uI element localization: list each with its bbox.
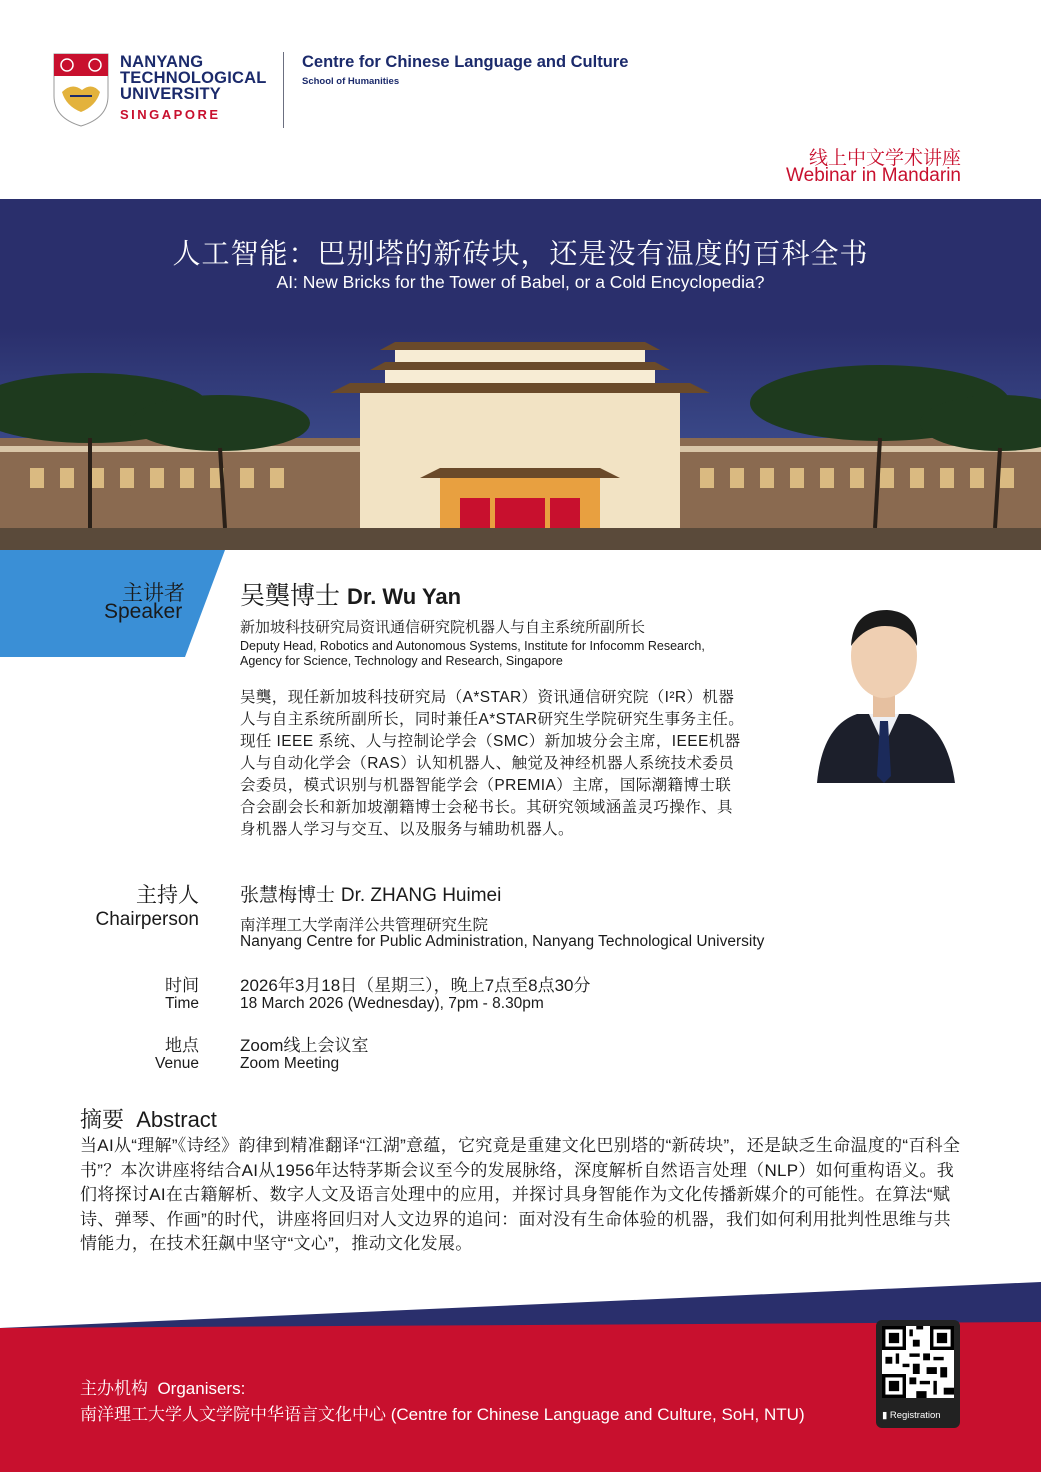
speaker-title-en-line1: Deputy Head, Robotics and Autonomous Systems, Institute for Infocomm Research,	[240, 639, 705, 653]
speaker-bio: 吴龑，现任新加坡科技研究局（A*STAR）资讯通信研究院（I²R）机器人与自主系统所副所长，同时兼任A*STAR研究生学院研究生事务主任。现任 IEEE 系统、人与控制论学会（SMC）新加坡分会主席，IEEE机器人与自动化学会（RAS）认知机器人、触觉及神经机器人系统技术委员会委员，模式识别与机器智能学会（PREMIA）主席，国际潮籍博士联合会副会长和新加坡潮籍博士会秘书长。其研究领域涵盖灵巧操作、具身机器人学习与交互、以及服务与辅助机器人。	[240, 689, 745, 838]
webinar-label-cn: 线上中文学术讲座	[808, 148, 961, 169]
header-divider	[283, 52, 284, 128]
venue-label-cn: 地点	[165, 1036, 199, 1055]
organisers-value: 南洋理工大学人文学院中华语言文化中心 (Centre for Chinese Language and Culture, SoH, NTU)	[80, 1405, 805, 1424]
abstract-body: 当AI从“理解”《诗经》韵律到精准翻译“江湖”意蕴，它究竟是重建文化巴别塔的“新砖块”，还是缺乏生命温度的“百科全书”？本次讲座将结合AI从1956年达特茅斯会议至今的发展脉络，深度解析自然语言处理（NLP）如何重构语义。我们将探讨AI在古籍解析、数字人文及语言处理中的应用，并探讨具身智能作为文化传播新媒介的可能性。在算法“赋诗、弹琴、作画”的时代，讲座将回归对人文边界的追问：面对没有生命体验的机器，我们如何利用批判性思维与共情能力，在技术狂飙中坚守“文心”，推动文化发展。	[80, 1136, 961, 1253]
time-value-cn: 2026年3月18日（星期三），晚上7点至8点30分	[240, 976, 591, 995]
speaker-label-en: Speaker	[104, 600, 183, 623]
speaker-name-cn: 吴龑博士	[240, 582, 341, 610]
speaker-portrait	[807, 586, 960, 783]
speaker-title-cn: 新加坡科技研究局资讯通信研究院机器人与自主系统所副所长	[240, 619, 646, 636]
university-name-line2: TECHNOLOGICAL	[120, 69, 267, 87]
school-name: School of Humanities	[302, 76, 400, 87]
qr-registration-caption	[882, 1410, 941, 1421]
phone-icon: ▮	[882, 1410, 888, 1421]
qr-caption-text: Registration	[889, 1410, 941, 1421]
event-title-en: AI: New Bricks for the Tower of Babel, or a Cold Encyclopedia?	[276, 272, 765, 292]
venue-label-en: Venue	[155, 1055, 199, 1072]
time-label-cn: 时间	[165, 976, 199, 995]
chairperson-label-en: Chairperson	[95, 909, 199, 930]
ntu-crest-logo	[52, 52, 110, 128]
speaker-label-cn: 主讲者	[122, 582, 185, 605]
speaker-name	[240, 576, 461, 612]
time-value-en: 18 March 2026 (Wednesday), 7pm - 8.30pm	[240, 995, 544, 1012]
university-country: SINGAPORE	[120, 107, 221, 122]
speaker-title-en	[240, 639, 760, 669]
event-title-cn: 人工智能：巴别塔的新砖块，还是没有温度的百科全书	[172, 238, 869, 269]
time-label-en: Time	[165, 995, 199, 1012]
chairperson-name-en: Dr. ZHANG Huimei	[340, 885, 502, 906]
centre-name: Centre for Chinese Language and Culture	[302, 53, 629, 71]
chairperson-name	[240, 880, 501, 907]
speaker-name-en: Dr. Wu Yan	[346, 584, 462, 609]
venue-value-cn: Zoom线上会议室	[240, 1036, 369, 1055]
venue-value-en: Zoom Meeting	[240, 1055, 340, 1072]
abstract-heading: 摘要 Abstract	[80, 1107, 217, 1132]
speaker-title-en-line2: Agency for Science, Technology and Research, Singapore	[240, 654, 563, 668]
campus-building-photo	[0, 328, 1041, 550]
registration-qr-code[interactable]	[882, 1326, 954, 1398]
chairperson-org-cn: 南洋理工大学南洋公共管理研究生院	[240, 917, 489, 934]
university-name-line1: NANYANG	[120, 53, 204, 71]
chairperson-name-cn: 张慧梅博士	[240, 885, 336, 906]
webinar-label-en: Webinar in Mandarin	[786, 165, 961, 186]
university-name-line3: UNIVERSITY	[120, 85, 222, 103]
chairperson-label-cn: 主持人	[136, 884, 199, 907]
university-name	[120, 54, 267, 123]
organisers-label: 主办机构 Organisers:	[80, 1379, 246, 1398]
chairperson-org-en: Nanyang Centre for Public Administration, Nanyang Technological University	[240, 933, 765, 950]
